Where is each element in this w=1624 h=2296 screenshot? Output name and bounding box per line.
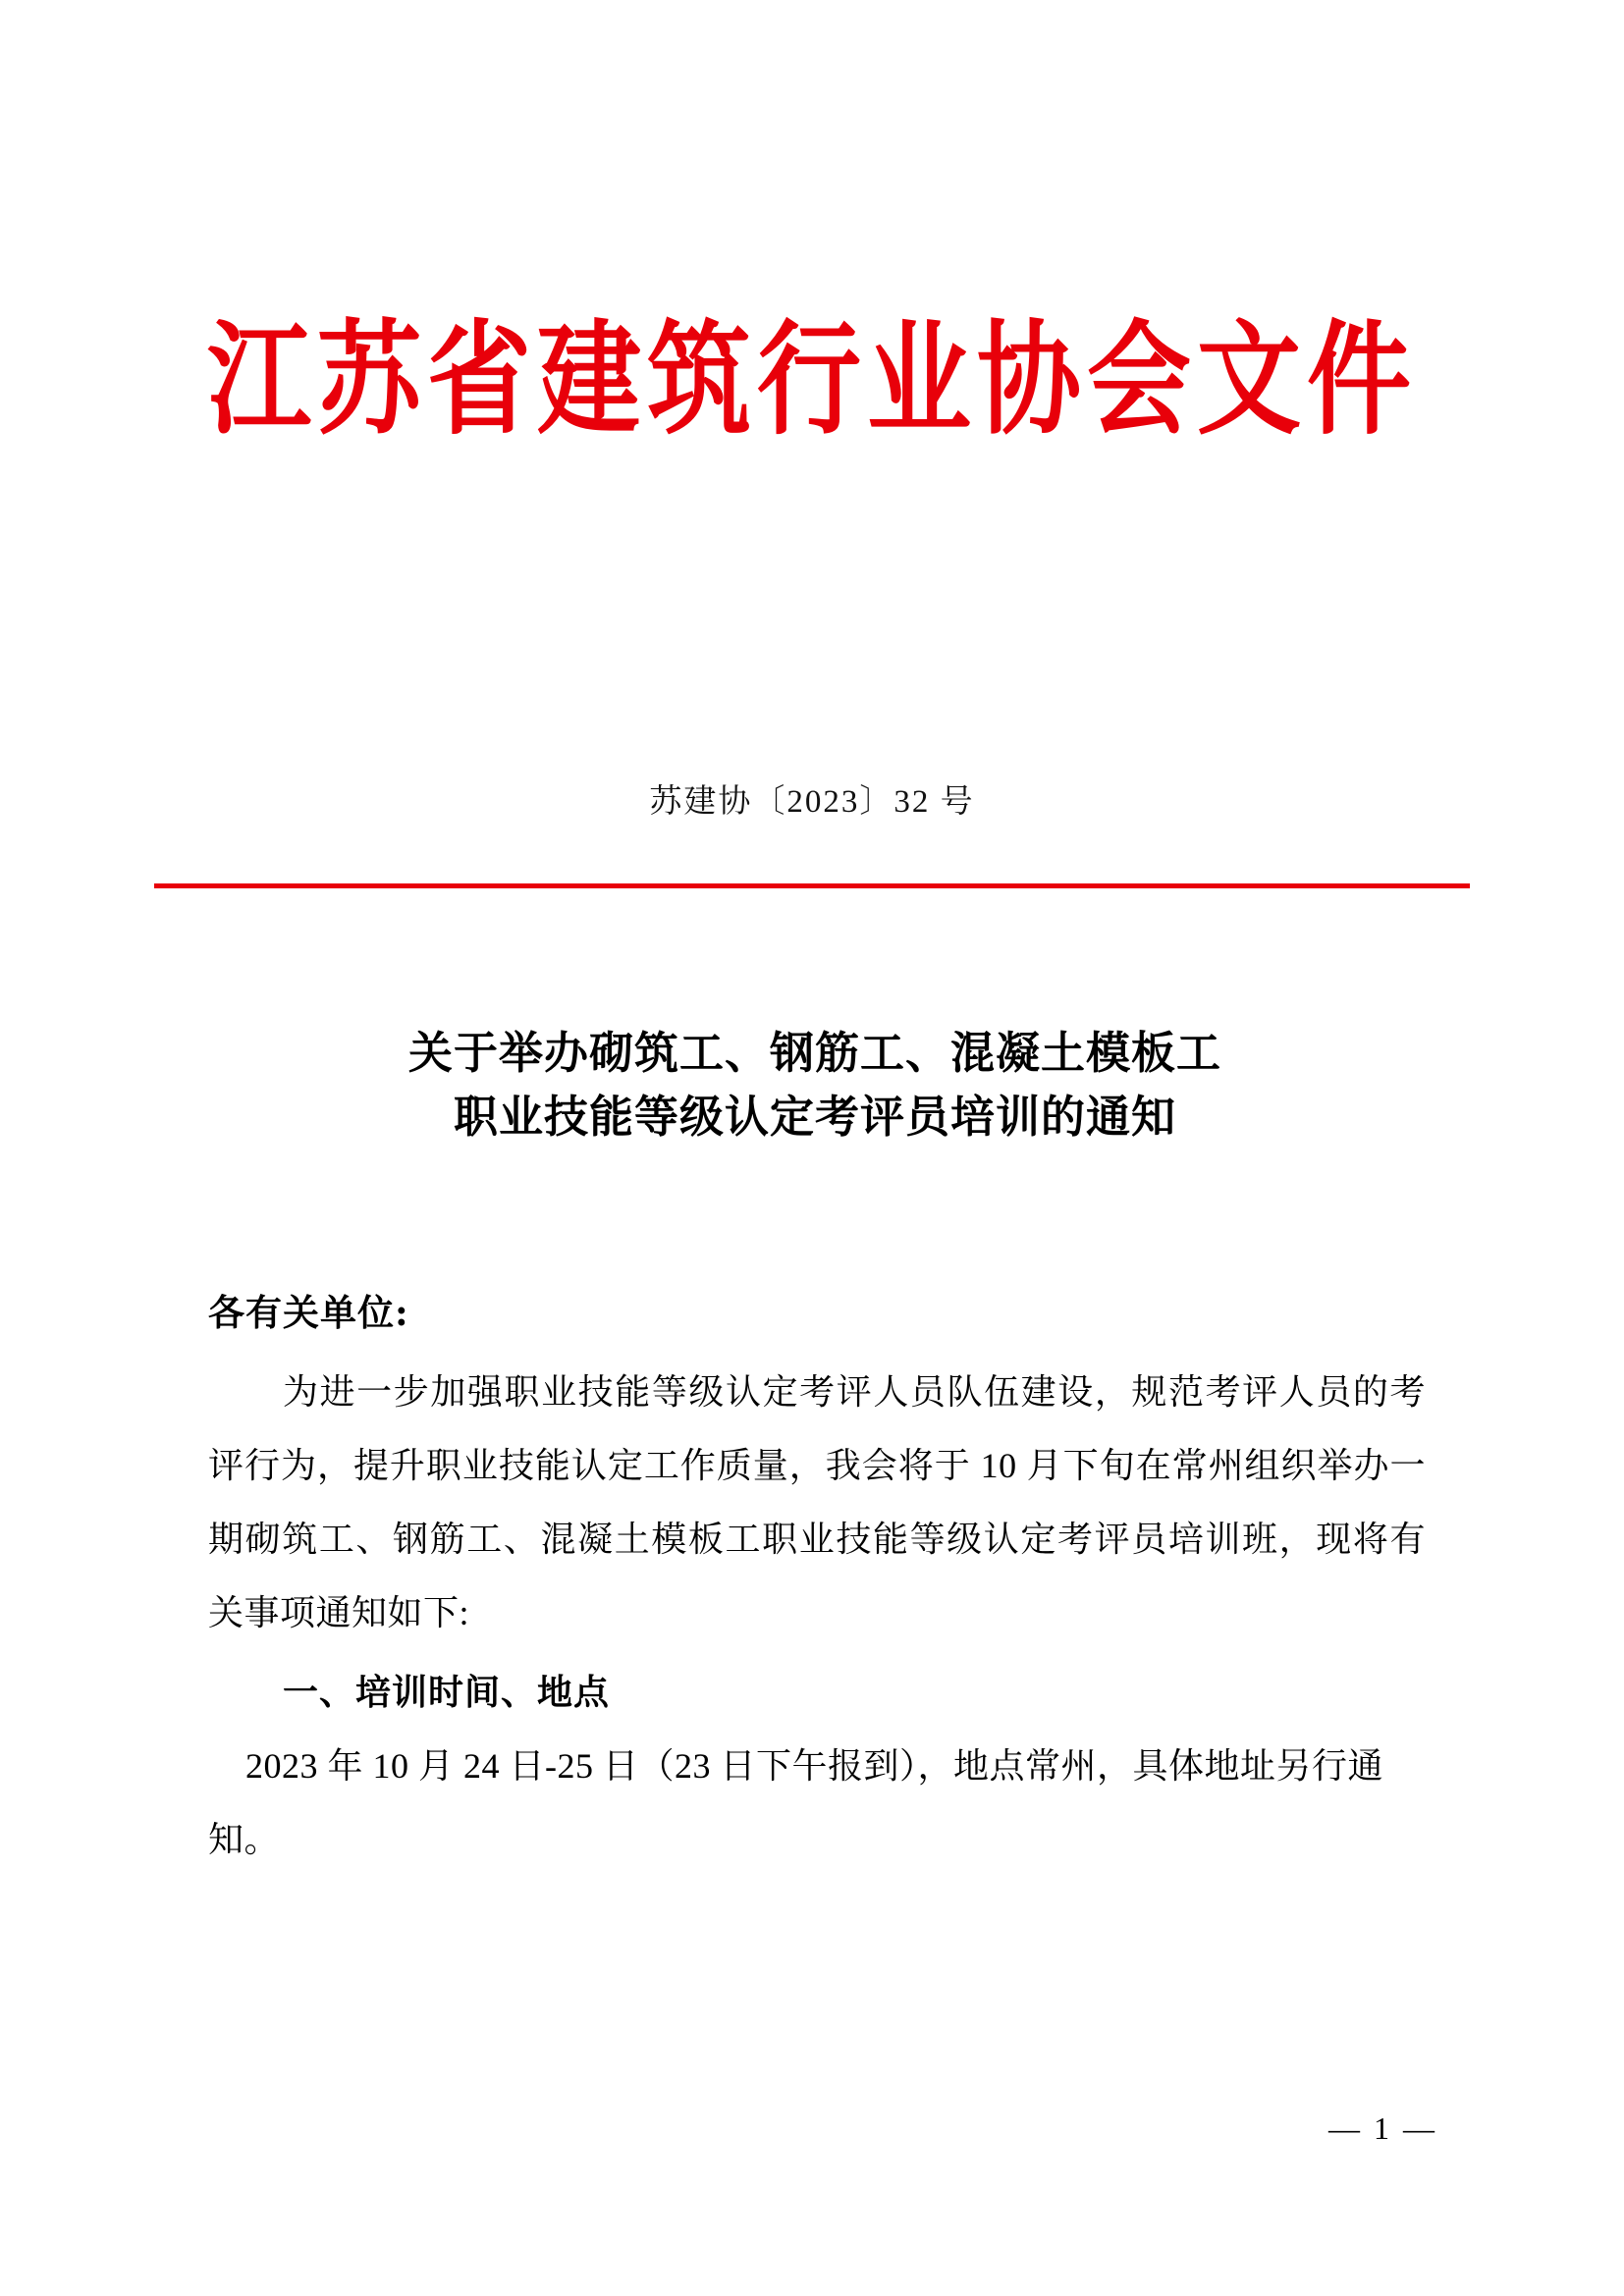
masthead-title: 江苏省建筑行业协会文件 [207,306,1417,452]
page-number-footer: — 1 — [1328,2110,1437,2146]
page-title-line-2: 职业技能等级认定考评员培训的通知 [453,1091,1176,1144]
page-title [226,1021,1404,1149]
document-body [208,1276,1426,1877]
red-divider-rule [154,883,1470,888]
body-paragraph-1: 为进一步加强职业技能等级认定考评人员队伍建设，规范考评人员的考评行为，提升职业技能认定工作质量，我会将于 10 月下旬在常州组织举办一期砌筑工、钢筋工、混凝土模板工职业技能等级认定考评员培训班，现将有关事项通知如下: [208,1372,1426,1632]
section-heading-1: 一、培训时间、地点 [283,1672,611,1713]
salutation: 各有关单位: [208,1291,409,1334]
section-text-1: 2023 年 10 月 24 日-25 日（23 日下午报到），地点常州，具体地址另行通知。 [208,1746,1383,1859]
page-title-line-1: 关于举办砌筑工、钢筋工、混凝土模板工 [407,1027,1221,1079]
document-number: 苏建协〔2023〕32 号 [649,784,975,820]
